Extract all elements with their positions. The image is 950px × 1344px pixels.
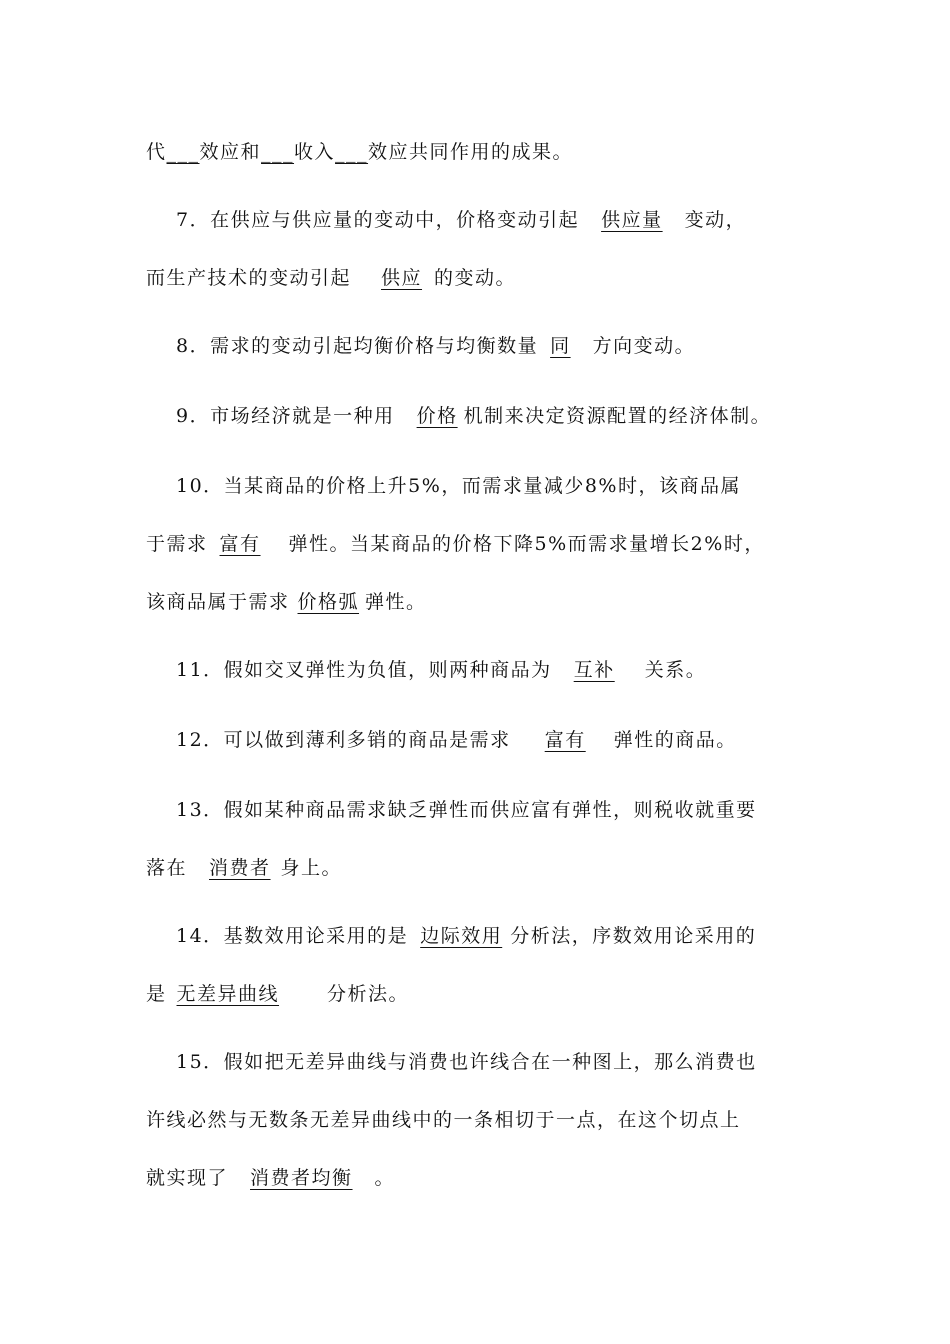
answer-text: 富有 (219, 533, 261, 555)
line-text: 是 (146, 983, 167, 1005)
answer-blank: ___ (261, 141, 295, 163)
line-text: 该商品属于需求 (146, 591, 290, 613)
line-text: 效应和 (199, 141, 262, 163)
line-text: 变动， (684, 209, 747, 231)
answer-text: 同 (550, 335, 571, 357)
line-text: 10．当某商品的价格上升5%，而需求量减少8%时，该商品属 (176, 475, 741, 497)
text-line (146, 974, 950, 1014)
line-text: 而生产技术的变动引起 (146, 267, 352, 289)
line-text: 12．可以做到薄利多销的商品是需求 (176, 729, 511, 751)
line-text: 的变动。 (434, 267, 517, 289)
answer-text: 消费者 (209, 857, 271, 879)
line-text: 效应共同作用的成果。 (368, 141, 574, 163)
text-line (146, 1158, 950, 1198)
text-line (146, 582, 950, 622)
line-text: 方向变动。 (592, 335, 696, 357)
text-line (176, 790, 950, 830)
text-line (176, 720, 950, 760)
line-text: 代 (146, 141, 167, 163)
text-line (176, 650, 950, 690)
answer-text: 富有 (544, 729, 586, 751)
line-text: 弹性。 (365, 591, 427, 613)
text-line (176, 396, 950, 436)
text-line (176, 466, 950, 506)
answer-text: 消费者均衡 (250, 1167, 353, 1189)
line-text: 关系。 (644, 659, 707, 681)
answer-text: 互补 (573, 659, 615, 681)
text-line (176, 1042, 950, 1082)
line-text: 15．假如把无差异曲线与消费也许线合在一种图上，那么消费也 (176, 1051, 757, 1073)
line-text: 弹性。当某商品的价格下降5%而需求量增长2%时， (288, 533, 765, 555)
answer-text: 无差异曲线 (176, 983, 280, 1005)
text-line (146, 524, 950, 564)
line-text: 14．基数效用论采用的是 (176, 925, 409, 947)
line-text: 身上。 (280, 857, 343, 879)
text-line (176, 200, 950, 240)
line-text: 。 (374, 1167, 396, 1189)
line-text: 收入 (294, 141, 336, 163)
line-text: 8．需求的变动引起均衡价格与均衡数量 (176, 335, 539, 357)
answer-text: 价格弧 (297, 591, 360, 613)
line-text: 7．在供应与供应量的变动中，价格变动引起 (176, 209, 580, 231)
text-line (146, 258, 950, 298)
line-text: 11．假如交叉弹性为负值，则两种商品为 (176, 659, 552, 681)
line-text: 机制来决定资源配置的经济体制。 (463, 405, 772, 427)
answer-text: 供应量 (601, 209, 663, 231)
text-line (176, 916, 950, 956)
answer-blank: ___ (335, 141, 369, 163)
answer-text: 供应 (381, 267, 423, 289)
line-text: 9．市场经济就是一种用 (176, 405, 395, 427)
answer-text: 价格 (416, 405, 458, 427)
line-text: 13．假如某种商品需求缺乏弹性而供应富有弹性，则税收就重要 (176, 799, 757, 821)
text-line (176, 326, 950, 366)
line-text: 分析法，序数效用论采用的 (510, 925, 757, 947)
line-text: 就实现了 (146, 1167, 229, 1189)
line-text: 落在 (146, 857, 188, 879)
text-line (146, 848, 950, 888)
line-text: 许线必然与无数条无差异曲线中的一条相切于一点，在这个切点上 (146, 1109, 741, 1131)
text-line (146, 1100, 950, 1140)
answer-blank: ___ (166, 141, 200, 163)
answer-text: 边际效用 (420, 925, 503, 947)
line-text: 弹性的商品。 (613, 729, 737, 751)
line-text: 于需求 (146, 533, 208, 555)
text-line (146, 132, 950, 172)
line-text: 分析法。 (327, 983, 410, 1005)
